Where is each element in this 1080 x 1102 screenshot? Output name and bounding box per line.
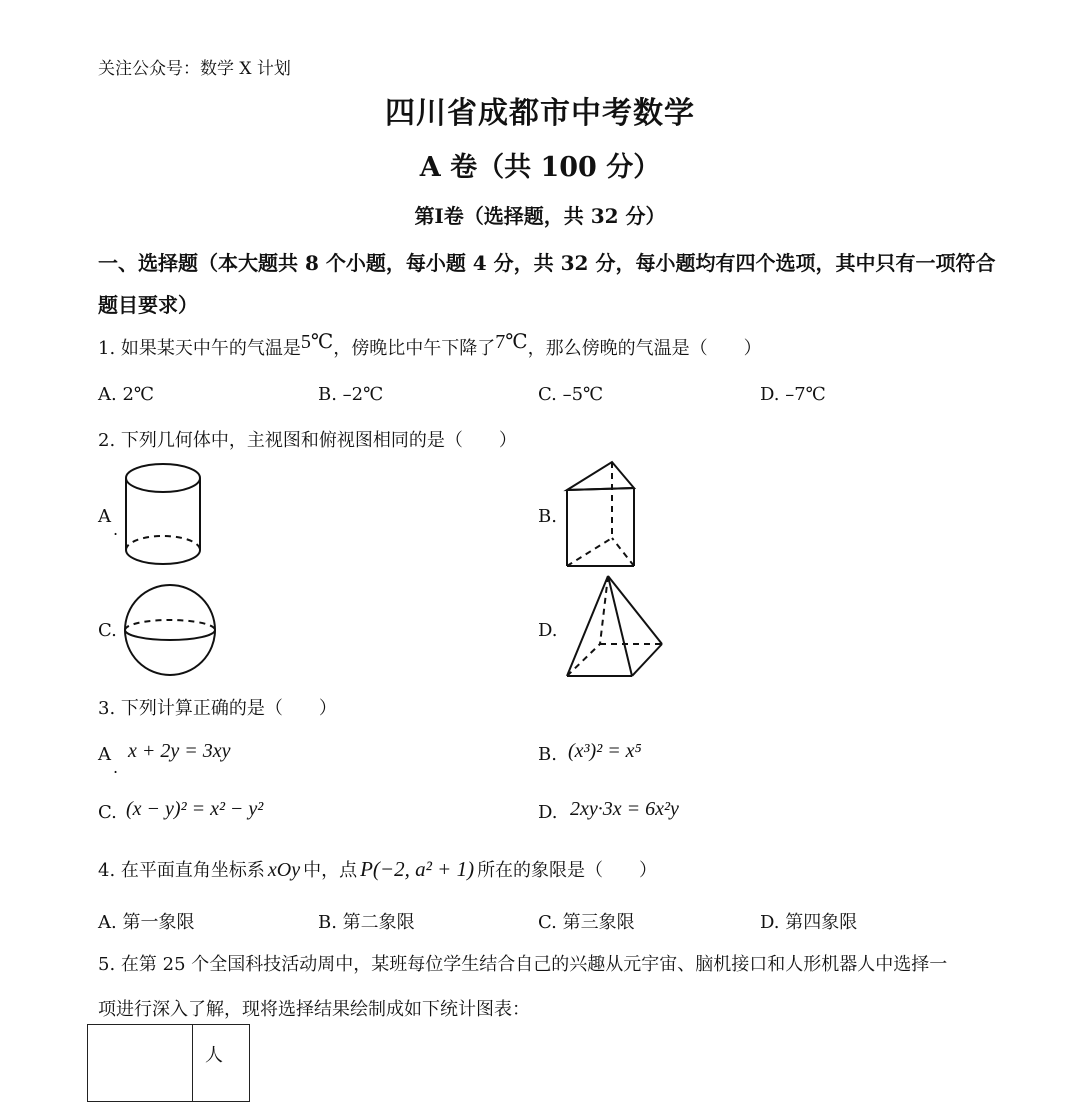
question-5-stem-line-1: 5. 在第 25 个全国科技活动周中，某班每位学生结合自己的兴趣从元宇宙、脑机接口和人形机器人中选择一 — [98, 954, 948, 975]
question-2-label-b: B. — [538, 506, 557, 527]
question-1-option-d: D. –7℃ — [760, 384, 826, 405]
question-3-label-b: B. — [538, 744, 557, 765]
question-1-option-a: A. 2℃ — [98, 384, 155, 405]
section-title: 一、选择题（本大题共 8 个小题，每小题 4 分，共 32 分，每小题均有四个选项，其中只有一项符合题目要求） — [98, 251, 996, 317]
question-1-text-b: ，傍晚比中午下降了 — [333, 338, 496, 359]
question-4-point: P(−2, a² + 1) — [360, 857, 475, 881]
dot-mark: . — [113, 520, 119, 539]
question-2-label-d: D. — [538, 620, 558, 641]
table-cell-empty — [88, 1025, 193, 1102]
question-1-option-c: C. –5℃ — [538, 384, 604, 405]
table-row — [88, 1025, 250, 1102]
sphere-icon — [120, 582, 220, 678]
question-4-coordinate-system: xOy — [267, 859, 301, 881]
question-3-label-a: A — [98, 744, 111, 765]
question-4-option-a: A. 第一象限 — [98, 912, 195, 933]
question-4-option-d: D. 第四象限 — [760, 912, 858, 933]
question-1-text-a: 1. 如果某天中午的气温是 — [98, 338, 301, 359]
page-title: 四川省成都市中考数学 — [385, 96, 695, 131]
question-3-label-c: C. — [98, 802, 117, 823]
question-4-option-c: C. 第三象限 — [538, 912, 635, 933]
dot-mark: . — [113, 758, 119, 777]
question-1-text-c: ，那么傍晚的气温是（ ） — [527, 338, 762, 359]
statistics-table — [87, 1024, 250, 1102]
question-2-label-a: A — [98, 506, 111, 527]
question-3-label-d: D. — [538, 802, 558, 823]
question-2-stem: 2. 下列几何体中，主视图和俯视图相同的是（ ） — [98, 430, 517, 451]
question-3-expr-b: (x³)² = x⁵ — [568, 740, 642, 762]
question-4-text-a: 4. 在平面直角坐标系 — [98, 860, 265, 881]
triangular-prism-icon — [562, 458, 642, 570]
question-4-option-b: B. 第二象限 — [318, 912, 415, 933]
question-1-temp-drop: 7℃ — [495, 331, 528, 353]
header-note: 关注公众号：数学 X 计划 — [98, 59, 291, 79]
question-3-expr-c: (x − y)² = x² − y² — [126, 798, 264, 820]
question-5-stem-line-2: 项进行深入了解，现将选择结果绘制成如下统计图表： — [98, 999, 530, 1020]
question-4-text-b: 中，点 — [303, 860, 358, 881]
table-cell-header: 人 — [193, 1025, 250, 1102]
question-3-expr-a: x + 2y = 3xy — [128, 740, 231, 762]
cylinder-icon — [120, 460, 210, 570]
question-3-expr-d: 2xy·3x = 6x²y — [570, 798, 679, 820]
part-title: 第Ⅰ卷（选择题，共 32 分） — [414, 204, 666, 228]
question-1-option-b: B. –2℃ — [318, 384, 384, 405]
question-1-temp-noon: 5℃ — [300, 331, 334, 353]
question-4-stem — [98, 856, 657, 882]
question-4-text-c: 所在的象限是（ ） — [477, 860, 658, 881]
square-pyramid-icon — [562, 572, 668, 682]
page-subtitle: A 卷（共 100 分） — [419, 152, 661, 183]
question-1-stem — [98, 331, 762, 360]
question-3-stem: 3. 下列计算正确的是（ ） — [98, 698, 337, 719]
question-2-label-c: C. — [98, 620, 117, 641]
